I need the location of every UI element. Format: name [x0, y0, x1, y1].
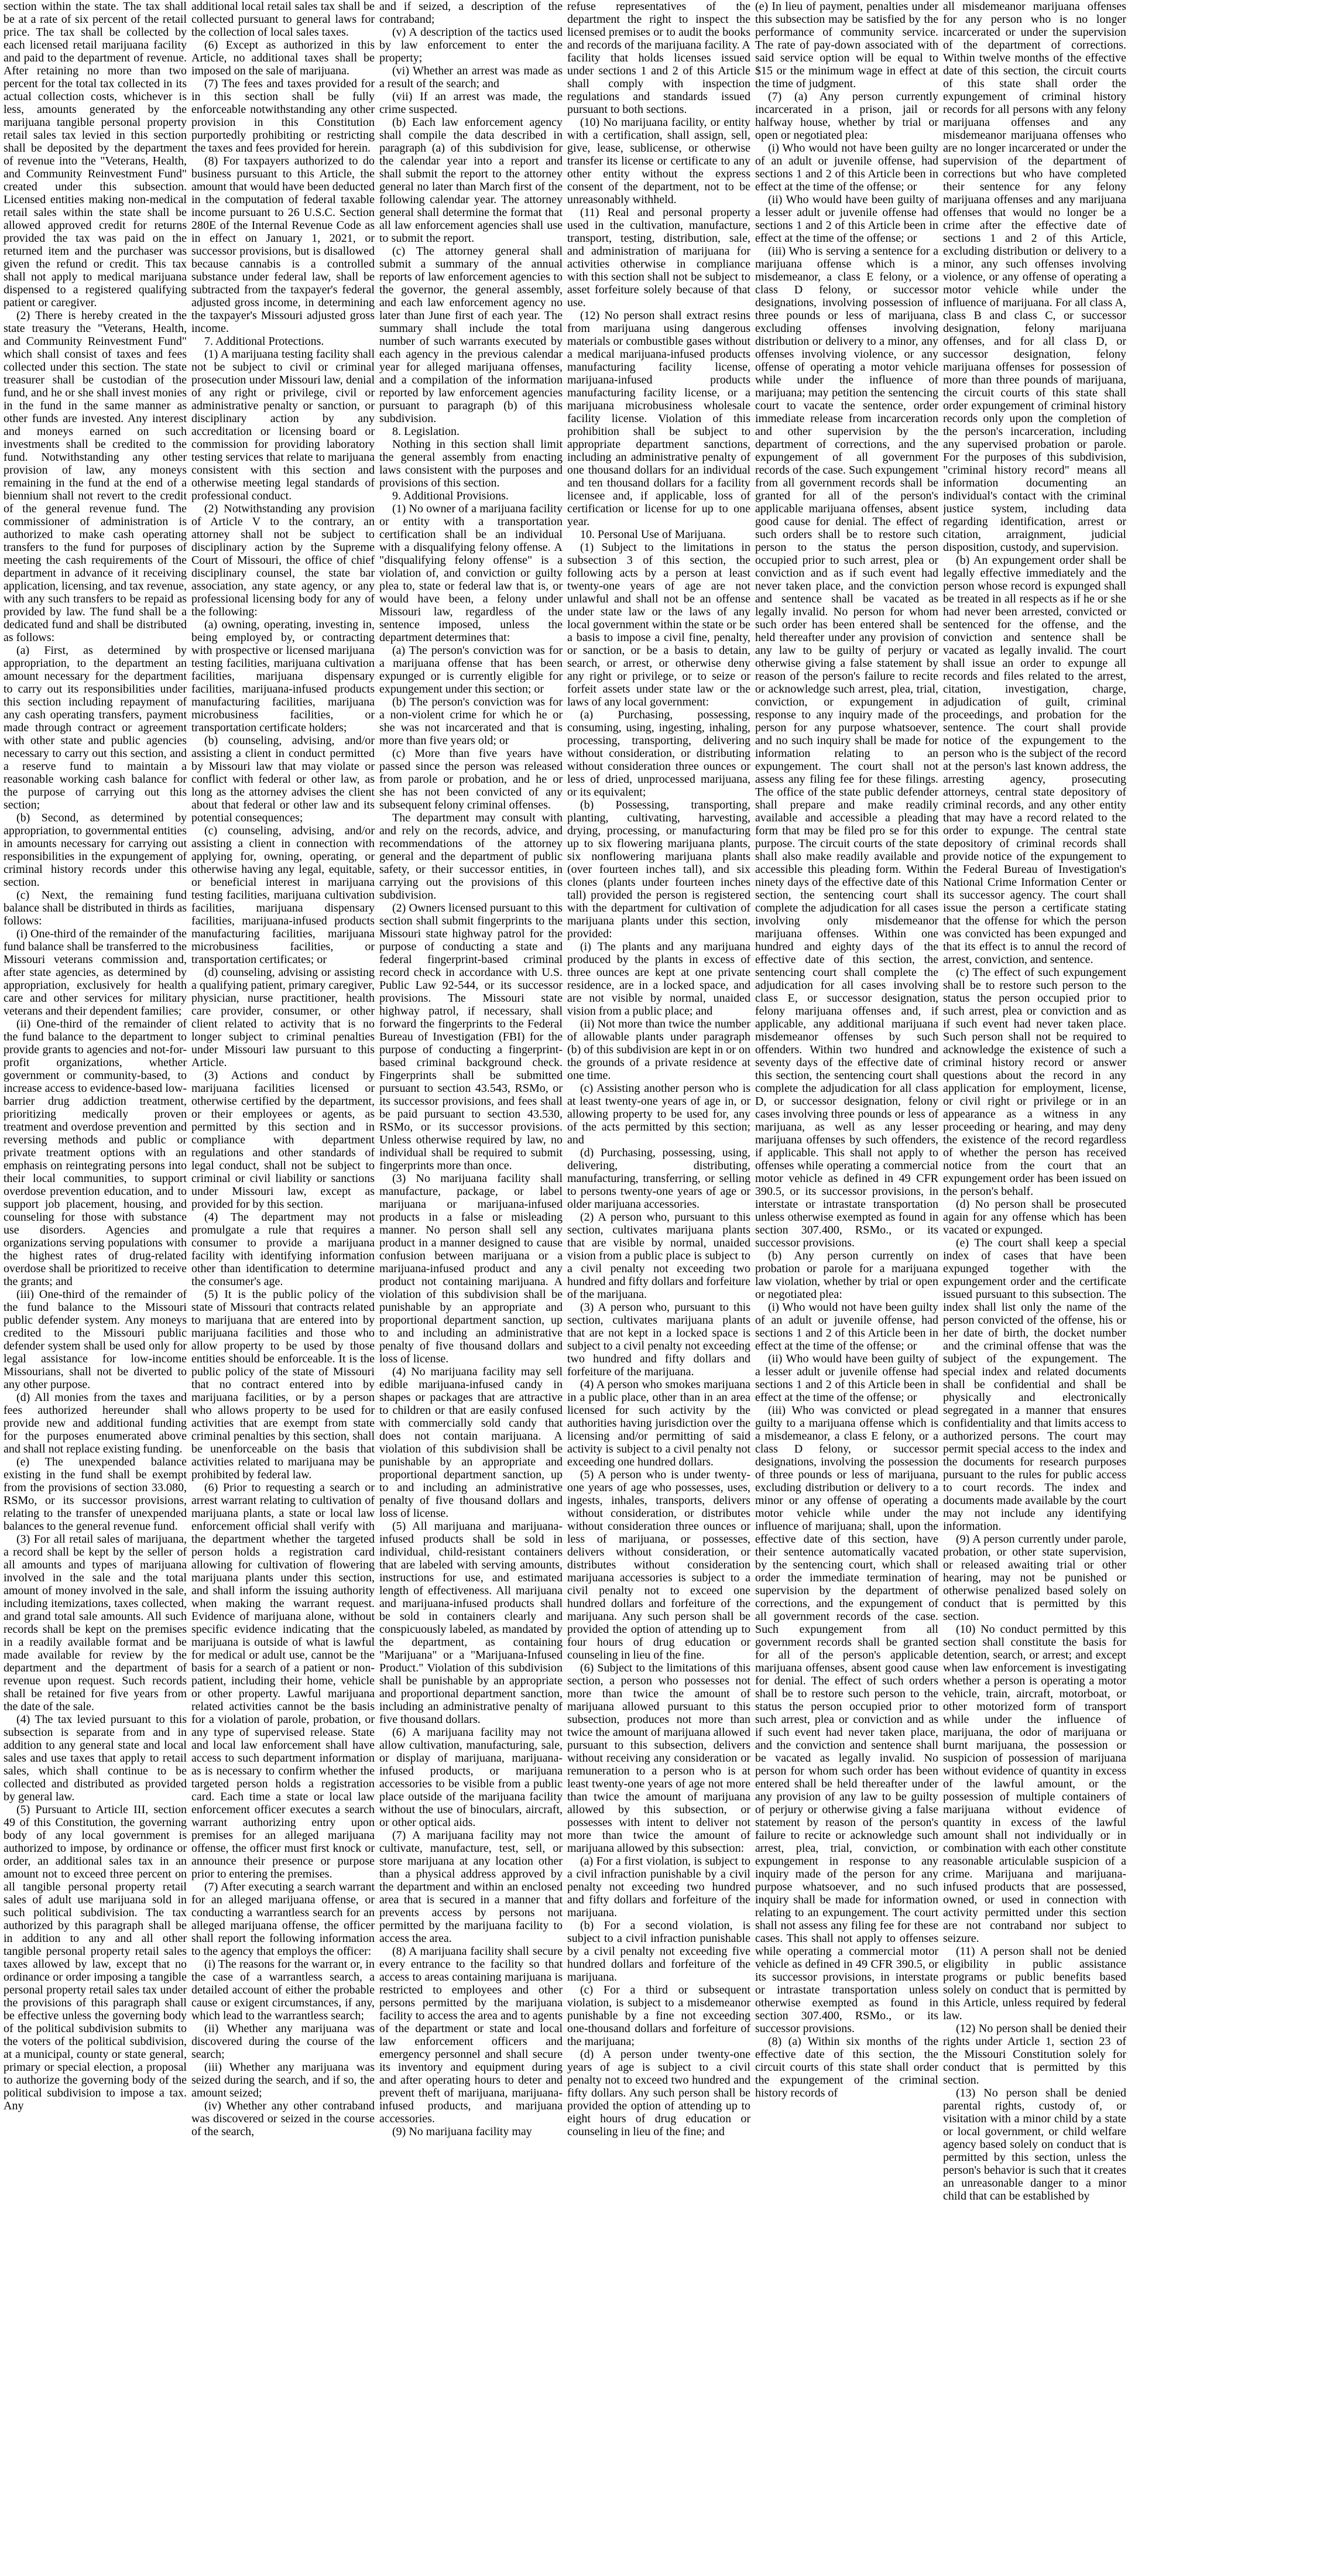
paragraph: (b) An expungement order shall be legally effective immediately and the person whose record is expunged shall be treated in all respects as if he or she had never been arrested, convicted or sentenced for the offense, and the conviction and sentence shall be vacated as legally invalid. The court shall issue an order to expunge all records and files related to the arrest, citation, investigation, charge, adjudication of guilt, criminal proceedings, and probation for the sentence. The court shall provide notice of the expungement to the person who is the subject of the record at the person's last known address, the arresting agency, prosecuting attorneys, central state depository of criminal records, and any other entity that may have a record related to the order to expunge. The central state depository of criminal records shall provide notice of the expungement to the Federal Bureau of Investigation's National Crime Information Center or its successor agency. The court shall issue the person a certificate stating that the offense for which the person was convicted has been expunged and that its effect is to annul the record of arrest, conviction, and sentence.	[943, 554, 1126, 966]
paragraph: 7. Additional Protections.	[204, 335, 324, 348]
paragraph: (10) No conduct permitted by this section shall constitute the basis for detention, search, or arrest; and except when law enforcement is investigating whether a person is operating a motor vehicle, train, aircraft, motorboat, or other motorized form of transport while under the influence of marijuana, the odor of marijuana or burnt marijuana, the possession or suspicion of possession of marijuana without evidence of quantity in excess of the lawful amount, or the possession of multiple containers of marijuana without evidence of quantity in excess of the lawful amount shall not individually or in combination with each other constitute reasonable articulable suspicion of a crime. Marijuana and marijuana-infused products that are possessed, owned, or used in connection with activity permitted under this section are not contraband nor subject to seizure.	[943, 1623, 1126, 1945]
paragraph: (a) The person's conviction was for a marijuana offense that has been expunged or is currently eligible for expungement under this section; or	[379, 644, 563, 696]
paragraph: (11) A person shall not be denied eligibility in public assistance programs or public benefits based solely on conduct that is permitted by this Article, unless required by federal law.	[943, 1945, 1126, 2022]
paragraph: (5) All marijuana and marijuana-infused products shall be sold in individual, child-resistant containers that are labeled with serving amounts, instructions for use, and estimated length of effectiveness. All marijuana and marijuana-infused products shall be sold in containers clearly and conspicuously labeled, as mandated by the department, as containing "Marijuana" or a "Marijuana-Infused Product." Violation of this subdivision shall be punishable by an appropriate and proportional department sanction, including an administrative penalty of five thousand dollars.	[379, 1520, 563, 1726]
paragraph: (5) A person who is under twenty-one years of age who possesses, uses, ingests, inhales, transports, delivers without consideration, or distributes without consideration three ounces or less of marijuana, or possesses, delivers without consideration, or distributes without consideration marijuana accessories is subject to a civil penalty not to exceed one hundred dollars and forfeiture of the marijuana. Any such person shall be provided the option of attending up to four hours of drug education or counseling in lieu of the fine.	[567, 1468, 750, 1662]
paragraph: section within the state. The tax shall be at a rate of six percent of the retail price. The tax shall be collected by each licensed retail marijuana facility and paid to the department of revenue. After retaining no more than two percent for the total tax collected in its actual collection costs, whichever is less, amounts generated by the marijuana tangible personal property retail sales tax levied in this section shall be deposited by the department of revenue into the "Veterans, Health, and Community Reinvestment Fund" created under this subsection. Licensed entities making non-medical retail sales within the state shall be allowed approved credit for returns provided the tax was paid on the returned item and the purchaser was given the refund or credit. This tax shall not apply to medical marijuana dispensed to a registered qualifying patient or caregiver.	[4, 0, 187, 309]
document-page	[4, 0, 1316, 2576]
text-column-4	[567, 0, 750, 2576]
paragraph: (1) A marijuana testing facility shall not be subject to civil or criminal prosecution under Missouri law, denial of any right or privilege, civil or administrative penalty or sanction, or disciplinary action by any accreditation or licensing board or commission for providing laboratory testing services that relate to marijuana consistent with this section and otherwise meeting legal standards of professional conduct.	[191, 348, 375, 502]
paragraph: (ii) Not more than twice the number of allowable plants under paragraph (b) of this subdivision are kept in or on the grounds of a private residence at one time.	[567, 1018, 750, 1082]
paragraph: (c) Assisting another person who is at least twenty-one years of age in, or allowing property to be used for, any of the acts permitted by this section; and	[567, 1082, 750, 1146]
paragraph: Nothing in this section shall limit the general assembly from enacting laws consistent with the purposes and provisions of this section.	[379, 438, 563, 489]
paragraph: (6) Except as authorized in this Article, no additional taxes shall be imposed on the sale of marijuana.	[191, 39, 375, 77]
paragraph: (2) There is hereby created in the state treasury the "Veterans, Health, and Community Reinvestment Fund" which shall consist of taxes and fees collected under this section. The state treasurer shall be custodian of the fund, and he or she shall invest monies in the fund in the same manner as other funds are invested. Any interest and moneys earned on such investments shall be credited to the fund. Notwithstanding any other provision of law, any moneys remaining in the fund at the end of a biennium shall not revert to the credit of the general revenue fund. The commissioner of administration is authorized to make cash operating transfers to the fund for purposes of meeting the cash requirements of the department in advance of it receiving application, licensing, and tax revenue, with any such transfers to be repaid as provided by law. The fund shall be a dedicated fund and shall be distributed as follows:	[4, 309, 187, 644]
text-column-2	[191, 0, 375, 2576]
paragraph: refuse representatives of the department the right to inspect the licensed premises or to audit the books and records of the marijuana facility. A facility that holds licenses issued under sections 1 and 2 of this Article shall comply with inspection regulations and standards issued pursuant to both sections.	[567, 0, 750, 116]
paragraph: (4) The tax levied pursuant to this subsection is separate from and in addition to any general state and local sales and use taxes that apply to retail sales, which shall continue to be collected and distributed as provided by general law.	[4, 1713, 187, 1803]
text-column-3	[379, 0, 563, 2576]
paragraph: (3) Actions and conduct by marijuana facilities licensed or otherwise certified by the department, or their employees or agents, as permitted by this section and in compliance with department regulations and other standards of legal conduct, shall not be subject to criminal or civil liability or sanctions under Missouri law, except as provided for by this section.	[191, 1069, 375, 1211]
paragraph: (12) No person shall extract resins from marijuana using dangerous materials or combustible gases without a medical marijuana-infused products manufacturing facility license, marijuana-infused products manufacturing facility license, or a marijuana microbusiness wholesale facility license. Violation of this prohibition shall be subject to appropriate department sanctions, including an administrative penalty of one thousand dollars for an individual and ten thousand dollars for a facility licensee and, if applicable, loss of certification or license for up to one year.	[567, 309, 750, 528]
text-column-6	[943, 0, 1126, 2576]
paragraph: (ii) One-third of the remainder of the fund balance to the department to provide grants to agencies and not-for-profit organizations, whether government or community-based, to increase access to evidence-based low-barrier drug addiction treatment, prioritizing medically proven treatment and overdose prevention and reversing methods and public or private treatment options with an emphasis on reintegrating persons into their local communities, to support overdose prevention education, and to support job placement, housing, and counseling for those with substance use disorders. Agencies and organizations serving populations with the highest rates of drug-related overdose shall be prioritized to receive the grants; and	[4, 1018, 187, 1288]
paragraph: (iii) Whether any marijuana was seized during the search, and if so, the amount seized;	[191, 2061, 375, 2099]
paragraph: (b) Second, as determined by appropriation, to governmental entities in amounts necessary for carrying out responsibilities in the expungement of criminal history records under this section.	[4, 811, 187, 889]
paragraph: (e) The unexpended balance existing in the fund shall be exempt from the provisions of section 33.080, RSMo, or its successor provisions, relating to the transfer of unexpended balances to the general revenue fund.	[4, 1455, 187, 1533]
paragraph: (4) A person who smokes marijuana in a public place, other than in an area licensed for such activity by the authorities having jurisdiction over the licensing and/or permitting of said activity is subject to a civil penalty not exceeding one hundred dollars.	[567, 1378, 750, 1468]
paragraph: and if seized, a description of the contraband;	[379, 0, 563, 26]
paragraph: (a) Purchasing, possessing, consuming, using, ingesting, inhaling, processing, transporting, delivering without consideration, or distributing without consideration three ounces or less of dried, unprocessed marijuana, or its equivalent;	[567, 708, 750, 799]
paragraph: (3) A person who, pursuant to this section, cultivates marijuana plants that are not kept in a locked space is subject to a civil penalty not exceeding two hundred and fifty dollars and forfeiture of the marijuana.	[567, 1301, 750, 1378]
paragraph: (b) The person's conviction was for a non-violent crime for which he or she was not incarcerated and that is more than five years old; or	[379, 696, 563, 747]
paragraph: (i) The reasons for the warrant or, in the case of a warrantless search, a detailed account of either the probable cause or exigent circumstances, if any, which lead to the warrantless search;	[191, 1958, 375, 2022]
paragraph: (1) Subject to the limitations in subsection 3 of this section, the following acts by a person at least twenty-one years of age are not unlawful and shall not be an offense under state law or the laws of any local government within the state or be a basis to impose a civil fine, penalty, or sanction, or be a basis to detain, search, or arrest, or otherwise deny any right or privilege, or to seize or forfeit assets under state law or the laws of any local government:	[567, 541, 750, 708]
paragraph: (7) (a) Any person currently incarcerated in a prison, jail or halfway house, whether by trial or open or negotiated plea:	[755, 90, 938, 142]
paragraph: (5) It is the public policy of the state of Missouri that contracts related to marijuana that are entered into by marijuana facilities and those who allow property to be used by those entities should be enforceable. It is the public policy of the state of Missouri that no contract entered into by marijuana facilities, or by a person who allows property to be used for activities that are exempt from state criminal penalties by this section, shall be unenforceable on the basis that activities related to marijuana may be prohibited by federal law.	[191, 1288, 375, 1481]
paragraph: (9) No marijuana facility may	[392, 2125, 532, 2138]
paragraph: (6) A marijuana facility may not allow cultivation, manufacturing, sale, or display of marijuana, marijuana-infused products, or marijuana accessories to be visible from a public place outside of the marijuana facility without the use of binoculars, aircraft, or other optical aids.	[379, 1726, 563, 1829]
paragraph: (i) Who would not have been guilty of an adult or juvenile offense, had sections 1 and 2 of this Article been in effect at the time of the offense; or	[755, 1301, 938, 1352]
paragraph: (8) For taxpayers authorized to do business pursuant to this Article, the amount that would have been deducted in the computation of federal taxable income pursuant to 26 U.S.C. Section 280E of the Internal Revenue Code as in effect on January 1, 2021, or successor provisions, but is disallowed because cannabis is a controlled substance under federal law, shall be subtracted from the taxpayer's federal adjusted gross income, in determining the taxpayer's Missouri adjusted gross income.	[191, 155, 375, 335]
paragraph: (ii) Who would have been guilty of a lesser adult or juvenile offense had sections 1 and 2 of this Article been in effect at the time of the offense; or	[755, 1352, 938, 1404]
paragraph: (2) A person who, pursuant to this section, cultivates marijuana plants that are visible by normal, unaided vision from a public place is subject to a civil penalty not exceeding two hundred and fifty dollars and forfeiture of the marijuana.	[567, 1211, 750, 1301]
paragraph: (1) No owner of a marijuana facility or entity with a transportation certification shall be an individual with a disqualifying felony offense. A "disqualifying felony offense" is a violation of, and conviction or guilty plea to, state or federal law that is, or would have been, a felony under Missouri law, regardless of the sentence imposed, unless the department determines that:	[379, 502, 563, 644]
paragraph: (ii) Who would have been guilty of a lesser adult or juvenile offense had sections 1 and 2 of this Article been in effect at the time of the offense; or	[755, 193, 938, 245]
paragraph: (a) First, as determined by appropriation, to the department an amount necessary for the department to carry out its responsibilities under this section including repayment of any cash operating transfers, payment made through contract or agreement with other state and public agencies necessary to carry out this section, and a reserve fund to maintain a reasonable working cash balance for the purpose of carrying out this section;	[4, 644, 187, 811]
paragraph: (iii) One-third of the remainder of the fund balance to the Missouri public defender system. Any moneys credited to the Missouri public defender system shall be used only for legal assistance for low-income Missourians, shall not be diverted to any other purpose.	[4, 1288, 187, 1391]
paragraph: (7) The fees and taxes provided for in this section shall be fully enforceable notwithstanding any other provision in this Constitution purportedly prohibiting or restricting the taxes and fees provided for herein.	[191, 77, 375, 155]
paragraph: (c) counseling, advising, and/or assisting a client in connection with applying for, owning, operating, or otherwise having any legal, equitable, or beneficial interest in marijuana testing facilities, marijuana cultivation facilities, marijuana dispensary facilities, marijuana-infused products manufacturing facilities, marijuana microbusiness facilities, or transportation certificates; or	[191, 824, 375, 966]
text-column-1	[4, 0, 187, 2576]
paragraph: (6) Subject to the limitations of this section, a person who possesses not more than twice the amount of marijuana allowed pursuant to this subsection, produces not more than twice the amount of marijuana allowed pursuant to this subsection, delivers without receiving any consideration or remuneration to a person who is at least twenty-one years of age not more than twice the amount of marijuana allowed by this subsection, or possesses with intent to deliver not more than twice the amount of marijuana allowed by this subsection:	[567, 1662, 750, 1855]
paragraph: (11) Real and personal property used in the cultivation, manufacture, transport, testing, distribution, sale, and administration of marijuana for activities otherwise in compliance with this section shall not be subject to asset forfeiture solely because of that use.	[567, 206, 750, 309]
paragraph: (2) Notwithstanding any provision of Article V to the contrary, an attorney shall not be subject to disciplinary action by the Supreme Court of Missouri, the office of chief disciplinary counsel, the state bar association, any state agency, or any professional licensing body for any of the following:	[191, 502, 375, 618]
paragraph: (d) counseling, advising or assisting a qualifying patient, primary caregiver, physician, nurse practitioner, health care provider, consumer, or other client related to activity that is no longer subject to criminal penalties under Missouri law pursuant to this Article.	[191, 966, 375, 1069]
paragraph: (4) No marijuana facility may sell edible marijuana-infused candy in shapes or packages that are attractive to children or that are easily confused with commercially sold candy that does not contain marijuana. A violation of this subdivision shall be punishable by an appropriate and proportional department sanction, up to and including an administrative penalty of five thousand dollars and loss of license.	[379, 1365, 563, 1520]
paragraph: (ii) Whether any marijuana was discovered during the course of the search;	[191, 2022, 375, 2061]
paragraph: (8) (a) Within six months of the effective date of this section, the circuit courts of this state shall order the expungement of the criminal history records of	[755, 2035, 938, 2099]
paragraph: 9. Additional Provisions.	[392, 489, 509, 502]
paragraph: (3) For all retail sales of marijuana, a record shall be kept by the seller of all amounts and types of marijuana involved in the sale and the total amount of money involved in the sale, including itemizations, taxes collected, and grand total sale amounts. All such records shall be kept on the premises in a readily available format and be made available for review by the department and the department of revenue upon request. Such records shall be retained for five years from the date of the sale.	[4, 1533, 187, 1713]
paragraph: (b) Possessing, transporting, planting, cultivating, harvesting, drying, processing, or manufacturing up to six flowering marijuana plants, six nonflowering marijuana plants (over fourteen inches tall), and six clones (plants under fourteen inches tall) provided the person is registered with the department for cultivation of marijuana plants under this section, provided:	[567, 799, 750, 940]
paragraph: (c) Next, the remaining fund balance shall be distributed in thirds as follows:	[4, 889, 187, 927]
paragraph: (c) The attorney general shall submit a summary of the annual reports of law enforcement agencies to the governor, the general assembly, and each law enforcement agency no later than June first of each year. The summary shall include the total number of such warrants executed by each agency in the previous calendar year for alleged marijuana offenses, and a compilation of the information reported by law enforcement agencies pursuant to paragraph (b) of this subdivision.	[379, 245, 563, 425]
paragraph: (13) No person shall be denied parental rights, custody of, or visitation with a minor child by a state or local government, or child welfare agency based solely on conduct that is permitted by this section, unless the person's behavior is such that it creates an unreasonable danger to a minor child that can be established by	[943, 2087, 1126, 2202]
paragraph: (iv) Whether any other contraband was discovered or seized in the course of the search,	[191, 2099, 375, 2138]
paragraph: (7) A marijuana facility may not cultivate, manufacture, test, sell, or store marijuana at any location other than a physical address approved by the department and within an enclosed area that is secured in a manner that prevents access by persons not permitted by the marijuana facility to access the area.	[379, 1829, 563, 1945]
paragraph: (2) Owners licensed pursuant to this section shall submit fingerprints to the Missouri state highway patrol for the purpose of conducting a state and federal fingerprint-based criminal record check in accordance with U.S. Public Law 92-544, or its successor provisions. The Missouri state highway patrol, if necessary, shall forward the fingerprints to the Federal Bureau of Investigation (FBI) for the purpose of conducting a fingerprint-based criminal background check. Fingerprints shall be submitted pursuant to section 43.543, RSMo, or its successor provisions, and fees shall be paid pursuant to section 43.530, RSMo, or its successor provisions. Unless otherwise required by law, no individual shall be required to submit fingerprints more than once.	[379, 902, 563, 1172]
paragraph: (d) Purchasing, possessing, using, delivering, distributing, manufacturing, transferring, or selling to persons twenty-one years of age or older marijuana accessories.	[567, 1146, 750, 1211]
paragraph: (7) After executing a search warrant for an alleged marijuana offense, or conducting a warrantless search for an alleged marijuana offense, the officer shall report the following information to the agency that employs the officer:	[191, 1880, 375, 1958]
paragraph: (4) The department may not promulgate a rule that requires a consumer to provide a marijuana facility with identifying information other than identification to determine the consumer's age.	[191, 1211, 375, 1288]
paragraph: (v) A description of the tactics used by law enforcement to enter the property;	[379, 26, 563, 64]
paragraph: (c) For a third or subsequent violation, is subject to a misdemeanor punishable by a fine not exceeding one-thousand dollars and forfeiture of the marijuana;	[567, 1984, 750, 2048]
paragraph: (a) owning, operating, investing in, being employed by, or contracting with prospective or licensed marijuana testing facilities, marijuana cultivation facilities, marijuana dispensary facilities, marijuana-infused products manufacturing facilities, marijuana microbusiness facilities, or transportation certificate holders;	[191, 618, 375, 734]
paragraph: (vi) Whether an arrest was made as a result of the search; and	[379, 64, 563, 90]
paragraph: (6) Prior to requesting a search or arrest warrant relating to cultivation of marijuana plants, a state or local law enforcement official shall verify with the department whether the targeted person holds a registration card allowing for cultivation of flowering marijuana plants under this section, and shall inform the issuing authority when making the warrant request. Evidence of marijuana alone, without specific evidence indicating that the marijuana is outside of what is lawful for medical or adult use, cannot be the basis for a search of a patient or non-patient, including their home, vehicle or other property. Lawful marijuana related activities cannot be the basis for a violation of parole, probation, or any type of supervised release. State and local law enforcement shall have access to such department information as is necessary to confirm whether the targeted person holds a registration card. Each time a state or local law enforcement officer executes a search warrant authorizing entry upon premises for an alleged marijuana offense, the officer must first knock or announce their presence or purpose prior to entering the premises.	[191, 1481, 375, 1880]
paragraph: 8. Legislation.	[392, 425, 460, 438]
paragraph: (12) No person shall be denied their rights under Article 1, section 23 of the Missouri Constitution solely for conduct that is permitted by this section.	[943, 2022, 1126, 2087]
paragraph: (i) The plants and any marijuana produced by the plants in excess of three ounces are kept at one private residence, are in a locked space, and are not visible by normal, unaided vision from a public place; and	[567, 940, 750, 1018]
text-column-5	[755, 0, 938, 2576]
paragraph: (b) Any person currently on probation or parole for a marijuana law violation, whether by trial or open or negotiated plea:	[755, 1249, 938, 1301]
paragraph: (iii) Who was convicted or plead guilty to a marijuana offense which is a misdemeanor, a class E felony, or a class D felony, or successor designations, involving the possession of three pounds or less of marijuana, excluding distribution or delivery to a minor or any offense of operating a motor vehicle while under the influence of marijuana; shall, upon the effective date of this section, have their sentence automatically vacated by the sentencing court, which shall order the immediate termination of supervision by the department of corrections, and the expungement of all government records of the case. Such expungement from all government records shall be granted for all of the person's applicable marijuana offenses, absent good cause for denial. The effect of such orders shall be to restore such person to the status the person occupied prior to such arrest, plea or conviction and as if such event had never taken place, and the conviction and sentence shall be vacated as legally invalid. No person for whom such order has been entered shall be held thereafter under any provision of any law to be guilty of perjury or otherwise giving a false statement by reason of the person's failure to recite or acknowledge such arrest, plea, trial, conviction, or expungement in response to any inquiry made of the person for any purpose whatsoever, and no such inquiry shall be made for information relating to an expungement. The court shall not assess any filing fee for these cases. This shall not apply to offenses while operating a commercial motor vehicle as defined in 49 CFR 390.5, or its successor provisions, in interstate or intrastate transportation unless otherwise exempted as found in section 307.400, RSMo., or its successor provisions.	[755, 1404, 938, 2035]
paragraph: (b) Each law enforcement agency shall compile the data described in paragraph (a) of this subdivision for the calendar year into a report and shall submit the report to the attorney general no later than March first of the following calendar year. The attorney general shall determine the format that all law enforcement agencies shall use to submit the report.	[379, 116, 563, 245]
paragraph: all misdemeanor marijuana offenses for any person who is no longer incarcerated or under the supervision of the department of corrections. Within twelve months of the effective date of this section, the circuit courts of this state shall order the expungement of criminal history records for all persons with any felony marijuana offenses and any misdemeanor marijuana offenses who are no longer incarcerated or under the supervision of the department of corrections but who have completed their sentence for any felony marijuana offenses and any marijuana offenses that would no longer be a crime after the effective date of sections 1 and 2 of this Article, excluding distribution or delivery to a minor, any such offenses involving violence, or any offense of operating a motor vehicle while under the influence of marijuana. For all class A, class B and class C, or successor designation, felony marijuana offenses, and for all class D, or successor designation, felony marijuana offenses for possession of more than three pounds of marijuana, the circuit courts of this state shall order expungement of criminal history records only upon the completion of the person's incarceration, including any supervised probation or parole. For the purposes of this subdivision, "criminal history record" means all information documenting an individual's contact with the criminal justice system, including data regarding identification, arrest or citation, arraignment, judicial disposition, custody, and supervision.	[943, 0, 1126, 554]
paragraph: (i) Who would not have been guilty of an adult or juvenile offense, had sections 1 and 2 of this Article been in effect at the time of the offense; or	[755, 142, 938, 193]
paragraph: (3) No marijuana facility shall manufacture, package, or label marijuana or marijuana-infused products in a false or misleading manner. No person shall sell any product in a manner designed to cause confusion between marijuana or a marijuana-infused product and any product not containing marijuana. A violation of this subdivision shall be punishable by an appropriate and proportional department sanction, up to and including an administrative penalty of five thousand dollars and loss of license.	[379, 1172, 563, 1365]
paragraph: additional local retail sales tax shall be collected pursuant to general laws for the collection of local sales taxes.	[191, 0, 375, 39]
paragraph: (d) No person shall be prosecuted again for any offense which has been vacated or expunged.	[943, 1198, 1126, 1236]
paragraph: 10. Personal Use of Marijuana.	[580, 528, 726, 541]
paragraph: The department may consult with and rely on the records, advice, and recommendations of the attorney general and the department of public safety, or their successor entities, in carrying out the provisions of this subdivision.	[379, 811, 563, 902]
paragraph: (10) No marijuana facility, or entity with a certification, shall assign, sell, give, lease, sublicense, or otherwise transfer its license or certificate to any other entity without the express consent of the department, not to be unreasonably withheld.	[567, 116, 750, 206]
paragraph: (e) In lieu of payment, penalties under this subsection may be satisfied by the performance of community service. The rate of pay-down associated with said service option will be equal to $15 or the minimum wage in effect at the time of judgment.	[755, 0, 938, 90]
paragraph: (d) A person under twenty-one years of age is subject to a civil penalty not to exceed two hundred and fifty dollars. Any such person shall be provided the option of attending up to eight hours of drug education or counseling in lieu of the fine; and	[567, 2048, 750, 2138]
paragraph: (c) More than five years have passed since the person was released from parole or probation, and he or she has not been convicted of any subsequent felony criminal offenses.	[379, 747, 563, 811]
paragraph: (i) One-third of the remainder of the fund balance shall be transferred to the Missouri veterans commission and, after state agencies, as determined by appropriation, exclusively for health care and other services for military veterans and their dependent families;	[4, 927, 187, 1018]
paragraph: (c) The effect of such expungement shall be to restore such person to the status the person occupied prior to such arrest, plea or conviction and as if such event had never taken place. Such person shall not be required to acknowledge the existence of such a criminal history record or answer questions about the record in any application for employment, license, or civil right or privilege or in an appearance as a witness in any proceeding or hearing, and may deny the existence of the record regardless of whether the person has received notice from the court that an expungement order has been issued on the person's behalf.	[943, 966, 1126, 1198]
paragraph: (iii) Who is serving a sentence for a marijuana offense which is a misdemeanor, a class E felony, or a class D felony, or successor designations, involving possession of three pounds or less of marijuana, excluding offenses involving distribution or delivery to a minor, any offenses involving violence, or any offense of operating a motor vehicle while under the influence of marijuana; may petition the sentencing court to vacate the sentence, order immediate release from incarceration and other supervision by the department of corrections, and the expungement of all government records of the case. Such expungement from all government records shall be granted for all of the person's applicable marijuana offenses, absent good cause for denial. The effect of such orders shall be to restore such person to the status the person occupied prior to such arrest, plea or conviction and as if such event had never taken place, and the conviction and sentence shall be vacated as legally invalid. No person for whom such order has been entered shall be held thereafter under any provision of any law to be guilty of perjury or otherwise giving a false statement by reason of the person's failure to recite or acknowledge such arrest, plea, trial, conviction, or expungement in response to any inquiry made of the person for any purpose whatsoever, and no such inquiry shall be made for information relating to an expungement. The court shall not assess any filing fee for these filings. The office of the state public defender shall prepare and make readily available and accessible a pleading form that may be filed pro se for this purpose. The circuit courts of the state shall also make readily available and accessible this pleading form. Within ninety days of the effective date of this section, the sentencing court shall complete the adjudication for all cases involving only misdemeanor marijuana offenses. Within one hundred and eighty days of the effective date of this section, the sentencing court shall complete the adjudication for all cases involving class E, or successor designation, felony marijuana offenses and, if applicable, any additional marijuana misdemeanor offenses by such offenders. Within two hundred and seventy days of the effective date of this section, the sentencing court shall complete the adjudication for all class D, or successor designation, felony cases involving three pounds or less of marijuana, as well as any lesser marijuana offenses by such offenders, if applicable. This shall not apply to offenses while operating a commercial motor vehicle as defined in 49 CFR 390.5, or its successor provisions, in interstate or intrastate transportation unless otherwise exempted as found in section 307.400, RSMo., or its successor provisions.	[755, 245, 938, 1249]
paragraph: (d) All monies from the taxes and fees authorized hereunder shall provide new and additional funding for the purposes enumerated above and shall not replace existing funding.	[4, 1391, 187, 1455]
paragraph: (b) For a second violation, is subject to a civil infraction punishable by a civil penalty not exceeding five hundred dollars and forfeiture of the marijuana.	[567, 1919, 750, 1984]
paragraph: (8) A marijuana facility shall secure every entrance to the facility so that access to areas containing marijuana is restricted to employees and other persons permitted by the marijuana facility to access the area and to agents of the department or state and local law enforcement officers and emergency personnel and shall secure its inventory and equipment during and after operating hours to deter and prevent theft of marijuana, marijuana-infused products, and marijuana accessories.	[379, 1945, 563, 2125]
paragraph: (a) For a first violation, is subject to a civil infraction punishable by a civil penalty not exceeding two hundred and fifty dollars and forfeiture of the marijuana.	[567, 1855, 750, 1919]
paragraph: (9) A person currently under parole, probation, or other state supervision, or released awaiting trial or other hearing, may not be punished or otherwise penalized based solely on conduct that is permitted by this section.	[943, 1533, 1126, 1623]
paragraph: (e) The court shall keep a special index of cases that have been expunged together with the expungement order and the certificate issued pursuant to this subsection. The index shall list only the name of the person convicted of the offense, his or her date of birth, the docket number and the criminal offense that was the subject of the expungement. The special index and related documents shall be confidential and shall be physically and electronically segregated in a manner that ensures confidentiality and that limits access to authorized persons. The court may permit special access to the index and the documents for research purposes pursuant to the rules for public access to court records. The index and documents made available by the court may not include any identifying information.	[943, 1236, 1126, 1533]
paragraph: (vii) If an arrest was made, the crime suspected.	[379, 90, 563, 116]
paragraph: (b) counseling, advising, and/or assisting a client in conduct permitted by Missouri law that may violate or conflict with federal or other law, as long as the attorney advises the client about that federal or other law and its potential consequences;	[191, 734, 375, 824]
paragraph: (5) Pursuant to Article III, section 49 of this Constitution, the governing body of any local government is authorized to impose, by ordinance or order, an additional sales tax in an amount not to exceed three percent on all tangible personal property retail sales of adult use marijuana sold in such political subdivision. The tax authorized by this paragraph shall be in addition to any and all other tangible personal property retail sales taxes allowed by law, except that no ordinance or order imposing a tangible personal property retail sales tax under the provisions of this paragraph shall be effective unless the governing body of the political subdivision submits to the voters of the political subdivision, at a municipal, county or state general, primary or special election, a proposal to authorize the governing body of the political subdivision to impose a tax. Any	[4, 1803, 187, 2112]
